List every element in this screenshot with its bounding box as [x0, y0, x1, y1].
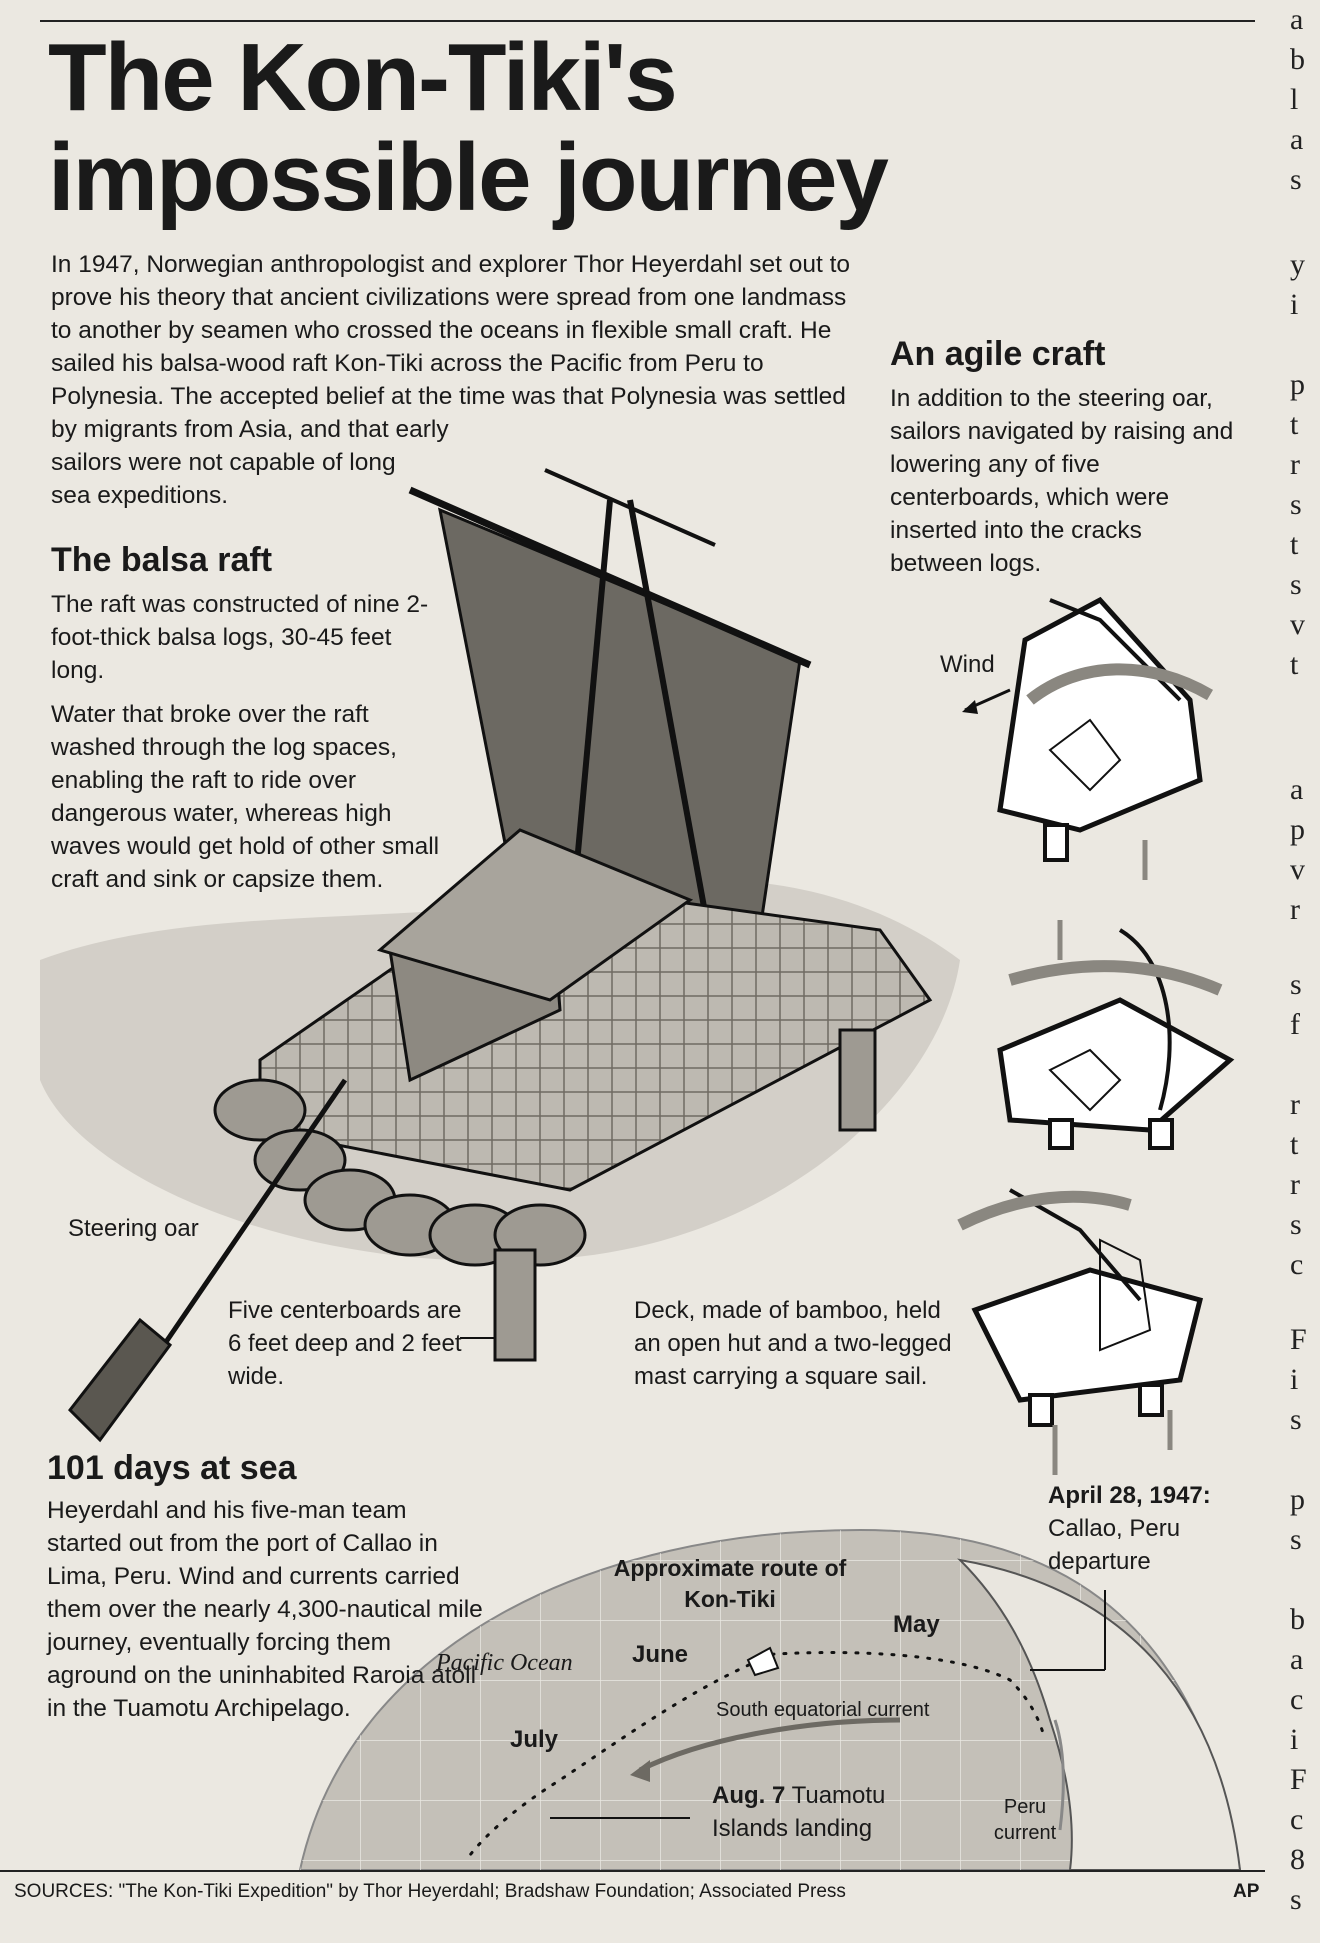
departure-label: [1048, 1479, 1248, 1578]
adjacent-column-letter: p: [1290, 1483, 1305, 1516]
title-line-2: impossible journey: [48, 124, 887, 231]
adjacent-column-letter: c: [1290, 1683, 1304, 1716]
month-july: July: [510, 1726, 559, 1753]
adjacent-column-letter: s: [1290, 1403, 1302, 1436]
ap-credit: AP: [1233, 1881, 1260, 1902]
wind-arrow-icon: [962, 690, 1010, 714]
adjacent-column-letter: t: [1290, 528, 1299, 561]
adjacent-column-letter: v: [1290, 853, 1305, 886]
adjacent-column-letter: p: [1290, 368, 1305, 401]
days-body: Heyerdahl and his five-man team started out from the port of Callao in Lima, Peru. Wind and currents carried them over the nearly 4,300-nautical mile journey, eventually forcing them aground on the uninhabited Raroia atoll in the Tuamotu Archipelago.: [47, 1497, 483, 1722]
balsa-p2: Water that broke over the raft washed through the log spaces, enabling the raft to ride over dangerous water, whereas high waves would get hold of other small craft and sink or capsize them.: [51, 701, 440, 893]
month-may: May: [893, 1611, 940, 1638]
agile-body: In addition to the steering oar, sailors navigated by raising and lowering any of five centerboards, which were inserted into the cracks between logs.: [890, 385, 1234, 577]
adjacent-column-letter: c: [1290, 1803, 1304, 1836]
mast-top: [545, 470, 715, 545]
bottom-rule: [0, 1870, 1265, 1872]
centerboards-label: Five centerboards are 6 feet deep and 2 feet wide.: [228, 1297, 462, 1390]
balsa-p1: The raft was constructed of nine 2-foot-thick balsa logs, 30-45 feet long.: [51, 591, 429, 684]
adjacent-column-letter: i: [1290, 1363, 1299, 1396]
adjacent-column-letter: t: [1290, 648, 1299, 681]
sources-line: SOURCES: "The Kon-Tiki Expedition" by Thor Heyerdahl; Bradshaw Foundation; Associated Press: [14, 1881, 846, 1902]
month-june: June: [632, 1641, 689, 1668]
adjacent-column-letter: s: [1290, 1208, 1302, 1241]
adjacent-column-letter: l: [1290, 83, 1299, 116]
intro-text-a: In 1947, Norwegian anthropologist and explorer Thor Heyerdahl set out to prove his theory that ancient civilizations were spread from one landmass to another by seamen who crossed the oceans in flexible small craft. He sailed his balsa-wood raft Kon-Tiki across the Pacific from Peru to Polynesia. The accepted belief at the time was that Polynesia was settled by migrants from Asia, and that early: [51, 251, 851, 443]
days-heading: 101 days at sea: [47, 1449, 297, 1487]
balsa-heading: The balsa raft: [51, 541, 273, 579]
adjacent-column-letter: i: [1290, 1723, 1299, 1756]
adjacent-column-letter: c: [1290, 1248, 1304, 1281]
adjacent-column-letter: a: [1290, 123, 1304, 156]
adjacent-column-letter: a: [1290, 1643, 1304, 1676]
agile-craft-diagram-1: [1000, 600, 1210, 860]
adjacent-column-letter: t: [1290, 408, 1299, 441]
adjacent-column-letter: s: [1290, 488, 1302, 521]
departure-text: Callao, Peru departure: [1048, 1515, 1181, 1575]
steering-oar-label: Steering oar: [68, 1215, 199, 1242]
landing-label: [712, 1779, 942, 1845]
adjacent-column-letter: F: [1290, 1763, 1307, 1796]
agile-craft-diagram-2: [1000, 930, 1230, 1148]
adjacent-column-letter: t: [1290, 1128, 1299, 1161]
adjacent-column-letter: s: [1290, 568, 1302, 601]
departure-date: April 28, 1947:: [1048, 1482, 1211, 1509]
agile-heading: An agile craft: [890, 335, 1106, 373]
equatorial-current-label: South equatorial current: [716, 1699, 930, 1721]
adjacent-column-letter: r: [1290, 1168, 1300, 1201]
steering-oar-blade: [70, 1320, 170, 1440]
adjacent-column-letter: b: [1290, 1603, 1305, 1636]
adjacent-column-letter: s: [1290, 1883, 1302, 1916]
peru-current-label: Peru current: [993, 1796, 1057, 1844]
adjacent-column-letter: i: [1290, 288, 1299, 321]
adjacent-column-letter: v: [1290, 608, 1305, 641]
landing-text: Tuamotu Islands landing: [712, 1782, 886, 1842]
agile-craft-diagram-3: [960, 1190, 1200, 1425]
centerboard-front: [495, 1250, 535, 1360]
adjacent-column-letter: s: [1290, 1523, 1302, 1556]
adjacent-column-letter: s: [1290, 968, 1302, 1001]
centerboard-rear: [840, 1030, 875, 1130]
adjacent-column-letter: 8: [1290, 1843, 1305, 1876]
adjacent-column-letter: r: [1290, 448, 1300, 481]
adjacent-column-letter: y: [1290, 248, 1305, 281]
title-line-1: The Kon-Tiki's: [48, 24, 676, 131]
pacific-ocean-label: Pacific Ocean: [436, 1650, 573, 1676]
intro-text-b: sailors were not capable of long sea expeditions.: [51, 449, 396, 509]
adjacent-column-letter: s: [1290, 163, 1302, 196]
adjacent-column-letter: r: [1290, 1088, 1300, 1121]
adjacent-column-letter: F: [1290, 1323, 1307, 1356]
wind-label: Wind: [940, 651, 995, 678]
deck-label: Deck, made of bamboo, held an open hut and a two-legged mast carrying a square sail.: [634, 1297, 952, 1390]
route-title: Approximate route of Kon-Tiki: [613, 1555, 847, 1612]
adjacent-column-letter: p: [1290, 813, 1305, 846]
adjacent-column-letter: a: [1290, 3, 1304, 36]
adjacent-column-letter: f: [1290, 1008, 1300, 1041]
landing-date: Aug. 7: [712, 1782, 786, 1809]
adjacent-column-letter: a: [1290, 773, 1304, 806]
adjacent-column-letter: r: [1290, 893, 1300, 926]
adjacent-column-letter: b: [1290, 43, 1305, 76]
